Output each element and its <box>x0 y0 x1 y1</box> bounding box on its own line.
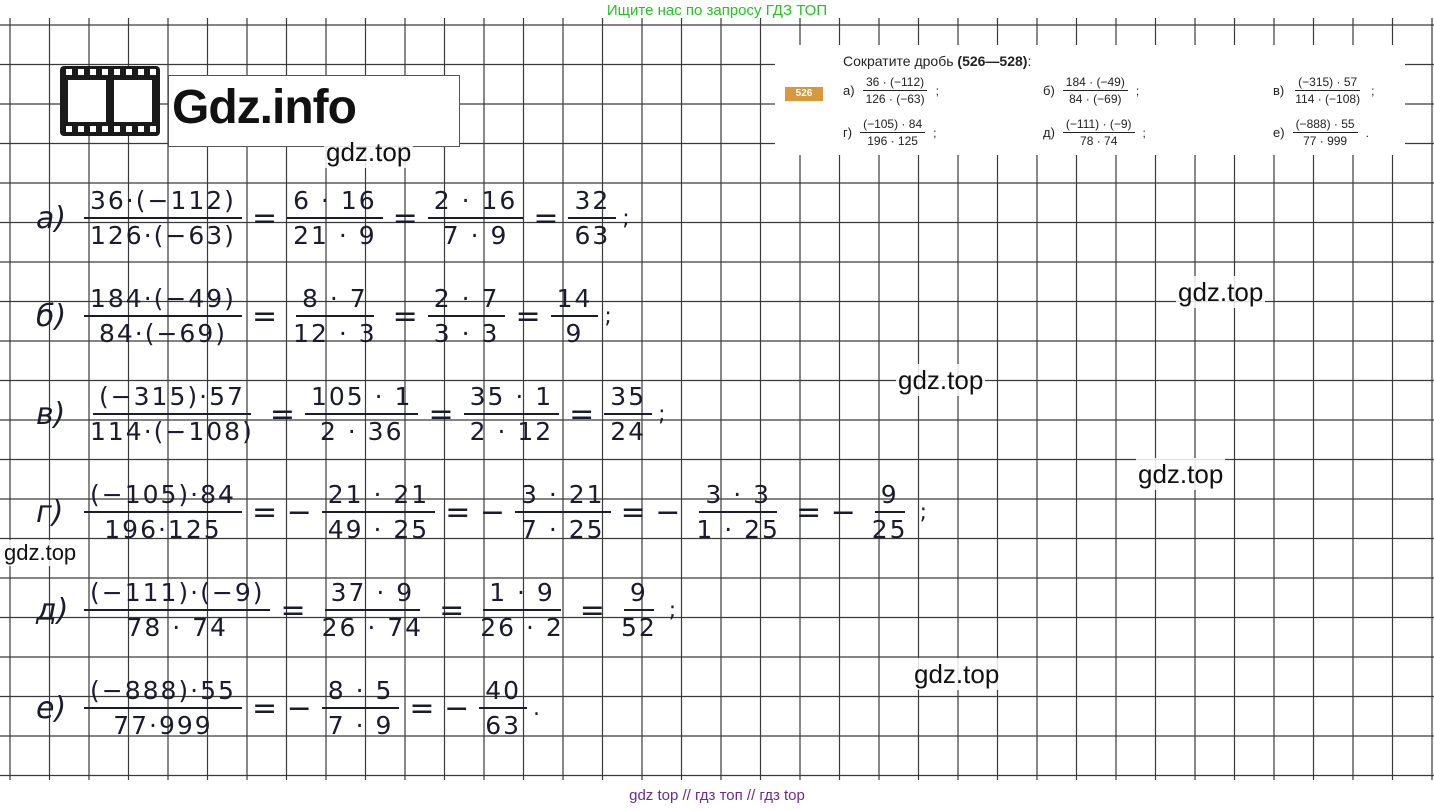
task-item-letter: г) <box>843 125 853 140</box>
denominator: 49 · 25 <box>327 515 430 544</box>
solution-label: а) <box>36 200 67 236</box>
denominator: 77 · 999 <box>1303 134 1348 148</box>
search-hint-banner: Ищите нас по запросу ГДЗ ТОП <box>606 2 828 19</box>
equals-sign: = <box>515 298 541 334</box>
task-title-colon: : <box>1027 53 1032 69</box>
numerator: (−315) · 57 <box>1295 75 1360 91</box>
denominator: 25 <box>871 515 908 544</box>
line-end-mark: ; <box>658 401 666 427</box>
numerator: 8 · 5 <box>322 676 400 709</box>
numerator: (−888) · 55 <box>1293 117 1358 133</box>
solution-line <box>36 382 666 446</box>
task-item-letter: е) <box>1273 125 1285 140</box>
numerator: 184 · (−49) <box>1063 75 1128 91</box>
task-title-text: Сократите дробь <box>843 53 954 69</box>
numerator: (−105) · 84 <box>860 117 925 133</box>
watermark: gdz.top <box>1138 459 1224 489</box>
numerator: 40 <box>479 676 527 709</box>
task-statement <box>775 45 1405 155</box>
solution-line <box>36 284 612 348</box>
fraction <box>84 186 242 250</box>
numerator: 9 <box>875 480 905 513</box>
numerator: 35 · 1 <box>464 382 560 415</box>
denominator: 114·(−108) <box>90 417 254 446</box>
equals-sign: = <box>392 298 418 334</box>
denominator: 77·999 <box>113 711 213 740</box>
equals-sign: = <box>439 592 465 628</box>
denominator: 9 <box>565 319 584 348</box>
fraction <box>479 676 527 740</box>
task-item-separator: ; <box>1371 83 1375 98</box>
solution-label: б) <box>36 298 67 334</box>
denominator: 2 · 12 <box>469 417 554 446</box>
denominator: 84 · (−69) <box>1069 92 1122 106</box>
equals-sign: = <box>533 200 559 236</box>
numerator: 37 · 9 <box>325 578 421 611</box>
denominator: 196·125 <box>104 515 222 544</box>
watermark: gdz.top <box>914 659 1000 689</box>
fraction <box>474 578 570 642</box>
equals-sign: = − <box>620 494 681 530</box>
fraction <box>84 676 242 740</box>
denominator: 3 · 3 <box>433 319 500 348</box>
task-item <box>1273 117 1369 148</box>
denominator: 126·(−63) <box>90 221 236 250</box>
fraction <box>287 284 383 348</box>
numerator: 184·(−49) <box>84 284 242 317</box>
watermark: gdz.top <box>326 137 412 167</box>
equals-sign: = <box>251 200 278 236</box>
fraction <box>515 480 611 544</box>
line-end-mark: ; <box>622 205 630 231</box>
denominator: 114 · (−108) <box>1295 92 1361 106</box>
task-item-separator: ; <box>933 125 937 140</box>
fraction <box>84 480 242 544</box>
task-fraction <box>1063 75 1128 106</box>
task-range: (526—528) <box>957 53 1028 69</box>
fraction <box>322 676 400 740</box>
task-fraction <box>1293 117 1358 148</box>
denominator: 7 · 9 <box>442 221 509 250</box>
fraction <box>428 186 524 250</box>
numerator: 21 · 21 <box>322 480 435 513</box>
task-title <box>843 53 1031 69</box>
fraction <box>305 382 418 446</box>
watermark: gdz.top <box>1178 277 1264 307</box>
numerator: 32 <box>568 186 616 219</box>
line-end-mark: . <box>533 695 541 721</box>
numerator: 8 · 7 <box>296 284 374 317</box>
fraction <box>316 578 429 642</box>
equals-sign: = <box>392 200 418 236</box>
task-item <box>1043 75 1139 106</box>
numerator: 6 · 16 <box>287 186 383 219</box>
line-end-mark: ; <box>668 597 677 623</box>
fraction <box>84 578 270 642</box>
denominator: 126 · (−63) <box>865 92 925 106</box>
solution-line <box>36 676 540 740</box>
fraction <box>866 480 914 544</box>
equals-sign: = − <box>251 494 312 530</box>
denominator: 63 <box>485 711 522 740</box>
equals-sign: = <box>428 396 454 432</box>
task-fraction <box>860 117 925 148</box>
solution-label: д) <box>36 592 69 628</box>
task-fraction <box>1292 75 1363 106</box>
numerator: 2 · 7 <box>428 284 506 317</box>
solution-line <box>36 186 630 250</box>
denominator: 78 · 74 <box>1080 134 1118 148</box>
numerator: 14 <box>551 284 599 317</box>
task-item <box>843 75 939 106</box>
fraction <box>428 284 506 348</box>
equals-sign: = <box>269 396 295 432</box>
task-number-badge: 526 <box>785 87 823 101</box>
fraction <box>604 382 652 446</box>
fraction <box>690 480 786 544</box>
numerator: 36·(−112) <box>84 186 242 219</box>
equals-sign: = <box>569 396 595 432</box>
solution-label: г) <box>36 494 64 530</box>
task-item <box>1273 75 1374 106</box>
task-item-separator: . <box>1365 125 1369 140</box>
task-item-letter: в) <box>1273 83 1285 98</box>
watermark: gdz.top <box>898 365 984 395</box>
numerator: (−315)·57 <box>93 382 251 415</box>
task-item-letter: б) <box>1043 83 1055 98</box>
line-end-mark: ; <box>604 303 612 329</box>
numerator: (−105)·84 <box>84 480 242 513</box>
film-strip-icon <box>58 60 162 140</box>
numerator: (−111) · (−9) <box>1063 117 1135 133</box>
solution-label: в) <box>36 396 66 432</box>
fraction <box>287 186 383 250</box>
numerator: 1 · 9 <box>483 578 561 611</box>
equals-sign: = − <box>409 690 470 726</box>
denominator: 63 <box>574 221 611 250</box>
denominator: 78 · 74 <box>126 613 228 642</box>
numerator: 9 <box>624 578 654 611</box>
footer-banner: gdz top // гдз топ // гдз top <box>629 787 805 804</box>
equals-sign: = − <box>795 494 856 530</box>
task-item-separator: ; <box>1135 83 1140 98</box>
numerator: 3 · 3 <box>699 480 777 513</box>
denominator: 7 · 9 <box>327 711 394 740</box>
line-end-mark: ; <box>919 499 928 525</box>
denominator: 12 · 3 <box>293 319 377 348</box>
fraction <box>615 578 663 642</box>
fraction <box>464 382 560 446</box>
task-item-letter: д) <box>1043 125 1055 140</box>
task-item-separator: ; <box>935 83 939 98</box>
solution-label: е) <box>36 690 67 726</box>
task-item-separator: ; <box>1142 125 1146 140</box>
solution-line <box>36 578 676 642</box>
fraction <box>84 382 260 446</box>
watermark: gdz.top <box>4 540 77 565</box>
equals-sign: = <box>280 592 306 628</box>
fraction <box>84 284 242 348</box>
denominator: 7 · 25 <box>521 515 605 544</box>
denominator: 2 · 36 <box>319 417 404 446</box>
denominator: 52 <box>620 613 657 642</box>
equals-sign: = <box>579 592 605 628</box>
task-fraction <box>863 75 928 106</box>
equals-sign: = − <box>251 690 312 726</box>
fraction <box>568 186 616 250</box>
task-item-letter: а) <box>843 83 855 98</box>
denominator: 84·(−69) <box>98 319 227 348</box>
fraction <box>322 480 435 544</box>
site-logo: Gdz.info <box>172 81 356 134</box>
task-fraction <box>1063 117 1135 148</box>
numerator: (−888)·55 <box>84 676 242 709</box>
denominator: 1 · 25 <box>696 515 780 544</box>
equals-sign: = − <box>445 494 506 530</box>
numerator: 105 · 1 <box>305 382 418 415</box>
fraction <box>551 284 599 348</box>
numerator: 3 · 21 <box>515 480 611 513</box>
denominator: 26 · 2 <box>480 613 564 642</box>
equals-sign: = <box>251 298 278 334</box>
denominator: 196 · 125 <box>867 134 918 148</box>
denominator: 21 · 9 <box>293 221 377 250</box>
numerator: 36 · (−112) <box>863 75 927 91</box>
numerator: (−111)·(−9) <box>84 578 270 611</box>
solution-line <box>36 480 927 544</box>
numerator: 2 · 16 <box>428 186 524 219</box>
task-item <box>1043 117 1146 148</box>
denominator: 26 · 74 <box>321 613 424 642</box>
numerator: 35 <box>604 382 652 415</box>
task-item <box>843 117 936 148</box>
denominator: 24 <box>610 417 647 446</box>
